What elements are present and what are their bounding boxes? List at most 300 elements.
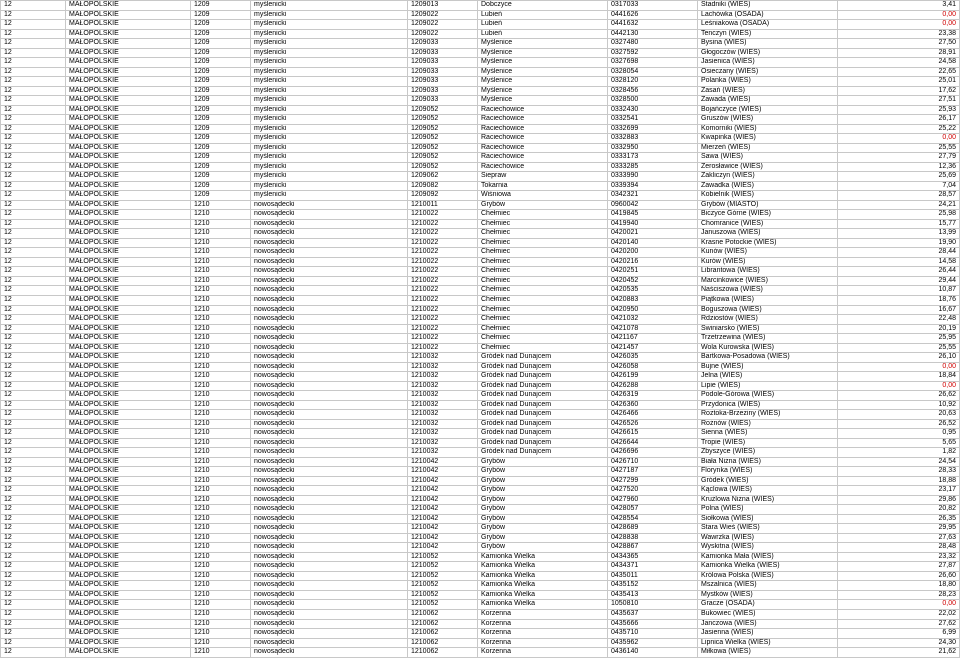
cell-pow_nazwa: nowosądecki bbox=[251, 581, 408, 591]
cell-simc: 0426466 bbox=[608, 410, 698, 420]
cell-pow: 1210 bbox=[191, 514, 251, 524]
cell-woj_nazwa: MAŁOPOLSKIE bbox=[66, 533, 191, 543]
cell-pow: 1210 bbox=[191, 524, 251, 534]
cell-pow: 1210 bbox=[191, 495, 251, 505]
cell-simc: 0421167 bbox=[608, 334, 698, 344]
cell-pow_nazwa: nowosądecki bbox=[251, 495, 408, 505]
cell-woj_nazwa: MAŁOPOLSKIE bbox=[66, 571, 191, 581]
cell-miejscowosc: Głogoczów (WIEŚ) bbox=[698, 48, 838, 58]
cell-wartosc: 26,44 bbox=[838, 267, 960, 277]
cell-miejscowosc: Jasienna (WIEŚ) bbox=[698, 629, 838, 639]
cell-pow_nazwa: nowosądecki bbox=[251, 334, 408, 344]
cell-miejscowosc: Leśniakowa (OSADA) bbox=[698, 20, 838, 30]
cell-simc: 0436140 bbox=[608, 648, 698, 658]
cell-woj: 12 bbox=[1, 67, 66, 77]
cell-miejscowosc: Kwapinka (WIEŚ) bbox=[698, 134, 838, 144]
cell-gmina_nazwa: Gródek nad Dunajcem bbox=[478, 372, 608, 382]
table-row bbox=[1, 334, 960, 344]
cell-woj_nazwa: MAŁOPOLSKIE bbox=[66, 134, 191, 144]
cell-miejscowosc: Królowa Polska (WIEŚ) bbox=[698, 571, 838, 581]
cell-miejscowosc: Bujne (WIEŚ) bbox=[698, 362, 838, 372]
cell-pow: 1210 bbox=[191, 229, 251, 239]
cell-woj: 12 bbox=[1, 29, 66, 39]
cell-pow_nazwa: nowosądecki bbox=[251, 362, 408, 372]
cell-gmina: 1210052 bbox=[408, 571, 478, 581]
table-row bbox=[1, 172, 960, 182]
cell-miejscowosc: Stadniki (WIEŚ) bbox=[698, 1, 838, 11]
cell-pow: 1209 bbox=[191, 20, 251, 30]
cell-woj: 12 bbox=[1, 571, 66, 581]
cell-pow: 1210 bbox=[191, 533, 251, 543]
cell-miejscowosc: Biała Niżna (WIEŚ) bbox=[698, 457, 838, 467]
table-row bbox=[1, 629, 960, 639]
cell-pow: 1210 bbox=[191, 362, 251, 372]
cell-pow_nazwa: nowosądecki bbox=[251, 638, 408, 648]
cell-woj: 12 bbox=[1, 448, 66, 458]
cell-pow: 1209 bbox=[191, 191, 251, 201]
cell-pow: 1210 bbox=[191, 248, 251, 258]
cell-woj: 12 bbox=[1, 590, 66, 600]
cell-wartosc: 14,58 bbox=[838, 257, 960, 267]
cell-gmina: 1210022 bbox=[408, 248, 478, 258]
cell-simc: 0420452 bbox=[608, 276, 698, 286]
cell-wartosc: 0,00 bbox=[838, 381, 960, 391]
cell-simc: 0426058 bbox=[608, 362, 698, 372]
cell-wartosc: 16,67 bbox=[838, 305, 960, 315]
cell-woj: 12 bbox=[1, 286, 66, 296]
cell-pow: 1209 bbox=[191, 105, 251, 115]
cell-simc: 0426360 bbox=[608, 400, 698, 410]
cell-woj: 12 bbox=[1, 381, 66, 391]
cell-gmina_nazwa: Sieprаw bbox=[478, 172, 608, 182]
cell-simc: 0421078 bbox=[608, 324, 698, 334]
cell-pow: 1210 bbox=[191, 476, 251, 486]
table-row bbox=[1, 181, 960, 191]
cell-simc: 0428867 bbox=[608, 543, 698, 553]
cell-pow: 1210 bbox=[191, 457, 251, 467]
cell-pow: 1209 bbox=[191, 86, 251, 96]
cell-woj: 12 bbox=[1, 419, 66, 429]
cell-woj_nazwa: MAŁOPOLSKIE bbox=[66, 448, 191, 458]
cell-woj_nazwa: MAŁOPOLSKIE bbox=[66, 191, 191, 201]
cell-woj: 12 bbox=[1, 162, 66, 172]
table-row bbox=[1, 619, 960, 629]
cell-gmina: 1210052 bbox=[408, 590, 478, 600]
cell-wartosc: 10,92 bbox=[838, 400, 960, 410]
cell-woj: 12 bbox=[1, 648, 66, 658]
cell-gmina: 1209033 bbox=[408, 96, 478, 106]
cell-pow_nazwa: myślenicki bbox=[251, 172, 408, 182]
table-row bbox=[1, 543, 960, 553]
cell-pow: 1210 bbox=[191, 210, 251, 220]
table-row bbox=[1, 524, 960, 534]
table-row bbox=[1, 295, 960, 305]
cell-woj_nazwa: MAŁOPOLSKIE bbox=[66, 524, 191, 534]
cell-gmina_nazwa: Kamionka Wielka bbox=[478, 590, 608, 600]
cell-gmina_nazwa: Chełmiec bbox=[478, 286, 608, 296]
cell-pow: 1209 bbox=[191, 1, 251, 11]
cell-woj_nazwa: MAŁOPOLSKIE bbox=[66, 610, 191, 620]
cell-pow: 1210 bbox=[191, 486, 251, 496]
cell-simc: 0342321 bbox=[608, 191, 698, 201]
cell-pow: 1209 bbox=[191, 115, 251, 125]
cell-woj_nazwa: MAŁOPOLSKIE bbox=[66, 410, 191, 420]
cell-simc: 0420140 bbox=[608, 238, 698, 248]
cell-gmina: 1210022 bbox=[408, 334, 478, 344]
cell-miejscowosc: Tropie (WIEŚ) bbox=[698, 438, 838, 448]
cell-gmina_nazwa: Chełmiec bbox=[478, 276, 608, 286]
cell-woj: 12 bbox=[1, 343, 66, 353]
cell-woj: 12 bbox=[1, 514, 66, 524]
cell-woj: 12 bbox=[1, 619, 66, 629]
cell-woj_nazwa: MAŁOPOLSKIE bbox=[66, 29, 191, 39]
table-row bbox=[1, 267, 960, 277]
cell-woj_nazwa: MAŁOPOLSKIE bbox=[66, 286, 191, 296]
cell-pow_nazwa: nowosądecki bbox=[251, 400, 408, 410]
cell-woj_nazwa: MAŁOPOLSKIE bbox=[66, 10, 191, 20]
cell-pow: 1210 bbox=[191, 638, 251, 648]
cell-pow_nazwa: nowosądecki bbox=[251, 629, 408, 639]
cell-simc: 0427960 bbox=[608, 495, 698, 505]
cell-pow: 1209 bbox=[191, 181, 251, 191]
cell-pow: 1209 bbox=[191, 172, 251, 182]
cell-gmina: 1209022 bbox=[408, 10, 478, 20]
cell-pow_nazwa: nowosądecki bbox=[251, 295, 408, 305]
cell-miejscowosc: Krasne Potockie (WIEŚ) bbox=[698, 238, 838, 248]
cell-pow_nazwa: myślenicki bbox=[251, 39, 408, 49]
cell-gmina: 1210022 bbox=[408, 229, 478, 239]
cell-woj: 12 bbox=[1, 495, 66, 505]
cell-pow_nazwa: nowosądecki bbox=[251, 648, 408, 658]
cell-woj_nazwa: MAŁOPOLSKIE bbox=[66, 552, 191, 562]
cell-pow: 1210 bbox=[191, 581, 251, 591]
cell-gmina: 1210032 bbox=[408, 410, 478, 420]
table-row bbox=[1, 29, 960, 39]
table-row bbox=[1, 58, 960, 68]
cell-gmina_nazwa: Kamionka Wielka bbox=[478, 571, 608, 581]
table-row bbox=[1, 476, 960, 486]
cell-miejscowosc: Zbyszyce (WIEŚ) bbox=[698, 448, 838, 458]
cell-pow_nazwa: nowosądecki bbox=[251, 429, 408, 439]
cell-pow: 1210 bbox=[191, 286, 251, 296]
cell-gmina: 1209022 bbox=[408, 29, 478, 39]
cell-pow_nazwa: nowosądecki bbox=[251, 448, 408, 458]
cell-simc: 0426035 bbox=[608, 353, 698, 363]
cell-gmina_nazwa: Chełmiec bbox=[478, 257, 608, 267]
cell-gmina: 1209052 bbox=[408, 105, 478, 115]
cell-woj_nazwa: MAŁOPOLSKIE bbox=[66, 590, 191, 600]
cell-gmina: 1209092 bbox=[408, 191, 478, 201]
cell-pow_nazwa: nowosądecki bbox=[251, 315, 408, 325]
cell-gmina_nazwa: Wiśniowa bbox=[478, 191, 608, 201]
cell-wartosc: 20,82 bbox=[838, 505, 960, 515]
table-body bbox=[1, 1, 960, 658]
cell-woj: 12 bbox=[1, 295, 66, 305]
cell-gmina_nazwa: Raciechowice bbox=[478, 115, 608, 125]
cell-pow: 1210 bbox=[191, 400, 251, 410]
cell-pow_nazwa: nowosądecki bbox=[251, 562, 408, 572]
cell-woj_nazwa: MAŁOPOLSKIE bbox=[66, 248, 191, 258]
cell-miejscowosc: Przydonica (WIEŚ) bbox=[698, 400, 838, 410]
cell-woj_nazwa: MAŁOPOLSKIE bbox=[66, 77, 191, 87]
cell-woj_nazwa: MAŁOPOLSKIE bbox=[66, 467, 191, 477]
cell-wartosc: 29,86 bbox=[838, 495, 960, 505]
cell-simc: 0420200 bbox=[608, 248, 698, 258]
cell-pow_nazwa: myślenicki bbox=[251, 105, 408, 115]
table-row bbox=[1, 467, 960, 477]
cell-gmina: 1210052 bbox=[408, 600, 478, 610]
cell-simc: 0441632 bbox=[608, 20, 698, 30]
table-row bbox=[1, 20, 960, 30]
table-row bbox=[1, 96, 960, 106]
cell-pow: 1210 bbox=[191, 552, 251, 562]
cell-gmina_nazwa: Myślenice bbox=[478, 77, 608, 87]
cell-simc: 0426288 bbox=[608, 381, 698, 391]
cell-simc: 0435152 bbox=[608, 581, 698, 591]
cell-miejscowosc: Krużlowa Niżna (WIEŚ) bbox=[698, 495, 838, 505]
cell-pow_nazwa: nowosądecki bbox=[251, 229, 408, 239]
cell-simc: 0435710 bbox=[608, 629, 698, 639]
cell-woj: 12 bbox=[1, 181, 66, 191]
table-row bbox=[1, 229, 960, 239]
cell-simc: 0960042 bbox=[608, 200, 698, 210]
cell-miejscowosc: Wola Kurowska (WIEŚ) bbox=[698, 343, 838, 353]
cell-gmina_nazwa: Grybów bbox=[478, 533, 608, 543]
cell-pow_nazwa: nowosądecki bbox=[251, 353, 408, 363]
cell-pow_nazwa: nowosądecki bbox=[251, 571, 408, 581]
cell-gmina: 1209033 bbox=[408, 86, 478, 96]
cell-pow: 1210 bbox=[191, 324, 251, 334]
cell-gmina_nazwa: Grybów bbox=[478, 524, 608, 534]
cell-gmina_nazwa: Raciechowice bbox=[478, 143, 608, 153]
cell-wartosc: 25,22 bbox=[838, 124, 960, 134]
cell-miejscowosc: Lipnica Wielka (WIEŚ) bbox=[698, 638, 838, 648]
cell-woj_nazwa: MAŁOPOLSKIE bbox=[66, 39, 191, 49]
cell-woj_nazwa: MAŁOPOLSKIE bbox=[66, 581, 191, 591]
cell-woj: 12 bbox=[1, 581, 66, 591]
cell-woj: 12 bbox=[1, 543, 66, 553]
table-row bbox=[1, 400, 960, 410]
cell-gmina: 1210022 bbox=[408, 295, 478, 305]
cell-wartosc: 22,48 bbox=[838, 315, 960, 325]
cell-miejscowosc: Zasań (WIEŚ) bbox=[698, 86, 838, 96]
cell-woj: 12 bbox=[1, 600, 66, 610]
cell-gmina_nazwa: Gródek nad Dunajcem bbox=[478, 391, 608, 401]
cell-wartosc: 21,62 bbox=[838, 648, 960, 658]
cell-miejscowosc: Trzetrzewina (WIEŚ) bbox=[698, 334, 838, 344]
table-row bbox=[1, 48, 960, 58]
table-row bbox=[1, 134, 960, 144]
cell-gmina: 1210042 bbox=[408, 467, 478, 477]
cell-miejscowosc: Kobielnik (WIEŚ) bbox=[698, 191, 838, 201]
cell-woj_nazwa: MAŁOPOLSKIE bbox=[66, 124, 191, 134]
cell-woj: 12 bbox=[1, 115, 66, 125]
table-row bbox=[1, 410, 960, 420]
cell-wartosc: 10,87 bbox=[838, 286, 960, 296]
cell-woj_nazwa: MAŁOPOLSKIE bbox=[66, 334, 191, 344]
cell-gmina_nazwa: Chełmiec bbox=[478, 305, 608, 315]
cell-pow: 1210 bbox=[191, 257, 251, 267]
cell-woj_nazwa: MAŁOPOLSKIE bbox=[66, 514, 191, 524]
cell-simc: 0435413 bbox=[608, 590, 698, 600]
cell-woj_nazwa: MAŁOPOLSKIE bbox=[66, 343, 191, 353]
cell-gmina: 1209033 bbox=[408, 39, 478, 49]
cell-pow_nazwa: myślenicki bbox=[251, 48, 408, 58]
cell-pow: 1210 bbox=[191, 419, 251, 429]
cell-woj: 12 bbox=[1, 524, 66, 534]
cell-pow_nazwa: nowosądecki bbox=[251, 514, 408, 524]
cell-gmina: 1210052 bbox=[408, 552, 478, 562]
cell-gmina: 1209052 bbox=[408, 115, 478, 125]
cell-simc: 0327698 bbox=[608, 58, 698, 68]
cell-gmina_nazwa: Chełmiec bbox=[478, 295, 608, 305]
cell-pow_nazwa: nowosądecki bbox=[251, 248, 408, 258]
cell-pow_nazwa: myślenicki bbox=[251, 134, 408, 144]
cell-woj: 12 bbox=[1, 562, 66, 572]
cell-simc: 0327480 bbox=[608, 39, 698, 49]
table-row bbox=[1, 457, 960, 467]
cell-wartosc: 18,84 bbox=[838, 372, 960, 382]
cell-pow_nazwa: nowosądecki bbox=[251, 219, 408, 229]
cell-simc: 0426319 bbox=[608, 391, 698, 401]
cell-wartosc: 27,50 bbox=[838, 39, 960, 49]
cell-pow_nazwa: myślenicki bbox=[251, 115, 408, 125]
cell-wartosc: 26,17 bbox=[838, 115, 960, 125]
cell-gmina_nazwa: Myślenice bbox=[478, 67, 608, 77]
cell-pow: 1210 bbox=[191, 619, 251, 629]
cell-woj_nazwa: MAŁOPOLSKIE bbox=[66, 648, 191, 658]
cell-miejscowosc: Jelna (WIEŚ) bbox=[698, 372, 838, 382]
cell-gmina: 1210022 bbox=[408, 286, 478, 296]
cell-woj_nazwa: MAŁOPOLSKIE bbox=[66, 495, 191, 505]
cell-miejscowosc: Zawadka (WIEŚ) bbox=[698, 181, 838, 191]
cell-gmina: 1210032 bbox=[408, 372, 478, 382]
cell-gmina: 1210042 bbox=[408, 495, 478, 505]
cell-pow: 1210 bbox=[191, 219, 251, 229]
cell-pow_nazwa: nowosądecki bbox=[251, 267, 408, 277]
cell-miejscowosc: Żerosławice (WIEŚ) bbox=[698, 162, 838, 172]
cell-gmina: 1210042 bbox=[408, 505, 478, 515]
cell-miejscowosc: Sienna (WIEŚ) bbox=[698, 429, 838, 439]
cell-miejscowosc: Polna (WIEŚ) bbox=[698, 505, 838, 515]
cell-woj: 12 bbox=[1, 467, 66, 477]
cell-gmina: 1210032 bbox=[408, 381, 478, 391]
cell-gmina_nazwa: Myślenice bbox=[478, 86, 608, 96]
cell-woj_nazwa: MAŁOPOLSKIE bbox=[66, 58, 191, 68]
cell-pow_nazwa: myślenicki bbox=[251, 124, 408, 134]
cell-pow: 1210 bbox=[191, 610, 251, 620]
cell-gmina: 1210022 bbox=[408, 267, 478, 277]
cell-gmina: 1209062 bbox=[408, 172, 478, 182]
cell-miejscowosc: Chomranice (WIEŚ) bbox=[698, 219, 838, 229]
cell-pow_nazwa: nowosądecki bbox=[251, 419, 408, 429]
cell-gmina_nazwa: Grybów bbox=[478, 514, 608, 524]
cell-pow: 1210 bbox=[191, 571, 251, 581]
cell-pow: 1210 bbox=[191, 410, 251, 420]
cell-woj: 12 bbox=[1, 276, 66, 286]
cell-wartosc: 27,62 bbox=[838, 619, 960, 629]
cell-woj: 12 bbox=[1, 20, 66, 30]
cell-simc: 0426615 bbox=[608, 429, 698, 439]
cell-woj_nazwa: MAŁOPOLSKIE bbox=[66, 210, 191, 220]
cell-pow: 1210 bbox=[191, 629, 251, 639]
cell-gmina: 1210022 bbox=[408, 257, 478, 267]
cell-pow: 1209 bbox=[191, 77, 251, 87]
cell-pow: 1209 bbox=[191, 134, 251, 144]
cell-woj: 12 bbox=[1, 248, 66, 258]
cell-miejscowosc: Polanka (WIEŚ) bbox=[698, 77, 838, 87]
cell-woj: 12 bbox=[1, 372, 66, 382]
cell-gmina_nazwa: Chełmiec bbox=[478, 324, 608, 334]
cell-simc: 0420021 bbox=[608, 229, 698, 239]
cell-gmina_nazwa: Grybów bbox=[478, 457, 608, 467]
cell-pow: 1210 bbox=[191, 343, 251, 353]
cell-pow_nazwa: nowosądecki bbox=[251, 505, 408, 515]
cell-wartosc: 27,63 bbox=[838, 533, 960, 543]
cell-pow: 1210 bbox=[191, 467, 251, 477]
cell-miejscowosc: Rożnów (WIEŚ) bbox=[698, 419, 838, 429]
cell-woj_nazwa: MAŁOPOLSKIE bbox=[66, 153, 191, 163]
cell-wartosc: 22,02 bbox=[838, 610, 960, 620]
cell-gmina_nazwa: Korzenna bbox=[478, 619, 608, 629]
cell-wartosc: 29,44 bbox=[838, 276, 960, 286]
cell-woj_nazwa: MAŁOPOLSKIE bbox=[66, 638, 191, 648]
cell-woj_nazwa: MAŁOPOLSKIE bbox=[66, 143, 191, 153]
cell-miejscowosc: Wyskitna (WIEŚ) bbox=[698, 543, 838, 553]
cell-gmina: 1210022 bbox=[408, 238, 478, 248]
cell-pow_nazwa: myślenicki bbox=[251, 143, 408, 153]
cell-pow_nazwa: myślenicki bbox=[251, 86, 408, 96]
cell-pow: 1210 bbox=[191, 353, 251, 363]
cell-pow_nazwa: nowosądecki bbox=[251, 610, 408, 620]
cell-wartosc: 24,21 bbox=[838, 200, 960, 210]
cell-pow_nazwa: myślenicki bbox=[251, 1, 408, 11]
cell-pow: 1210 bbox=[191, 648, 251, 658]
cell-gmina: 1210042 bbox=[408, 524, 478, 534]
cell-gmina: 1210042 bbox=[408, 476, 478, 486]
cell-gmina: 1210062 bbox=[408, 619, 478, 629]
cell-pow: 1210 bbox=[191, 276, 251, 286]
cell-gmina: 1210022 bbox=[408, 343, 478, 353]
cell-pow_nazwa: myślenicki bbox=[251, 67, 408, 77]
cell-gmina_nazwa: Raciechowice bbox=[478, 105, 608, 115]
cell-woj: 12 bbox=[1, 200, 66, 210]
cell-pow_nazwa: nowosądecki bbox=[251, 552, 408, 562]
cell-gmina: 1210022 bbox=[408, 305, 478, 315]
cell-woj: 12 bbox=[1, 267, 66, 277]
cell-simc: 0333285 bbox=[608, 162, 698, 172]
table-row bbox=[1, 115, 960, 125]
cell-gmina_nazwa: Korzenna bbox=[478, 629, 608, 639]
cell-gmina_nazwa: Gródek nad Dunajcem bbox=[478, 419, 608, 429]
cell-wartosc: 19,90 bbox=[838, 238, 960, 248]
cell-woj_nazwa: MAŁOPOLSKIE bbox=[66, 457, 191, 467]
cell-wartosc: 27,87 bbox=[838, 562, 960, 572]
cell-gmina: 1210032 bbox=[408, 400, 478, 410]
cell-miejscowosc: Lipie (WIEŚ) bbox=[698, 381, 838, 391]
cell-pow_nazwa: nowosądecki bbox=[251, 533, 408, 543]
cell-gmina: 1210032 bbox=[408, 362, 478, 372]
table-row bbox=[1, 552, 960, 562]
cell-pow: 1210 bbox=[191, 429, 251, 439]
cell-simc: 0428057 bbox=[608, 505, 698, 515]
table-row bbox=[1, 1, 960, 11]
cell-gmina: 1210032 bbox=[408, 429, 478, 439]
cell-pow_nazwa: myślenicki bbox=[251, 162, 408, 172]
cell-gmina_nazwa: Myślenice bbox=[478, 39, 608, 49]
cell-simc: 0426199 bbox=[608, 372, 698, 382]
cell-gmina: 1210042 bbox=[408, 457, 478, 467]
